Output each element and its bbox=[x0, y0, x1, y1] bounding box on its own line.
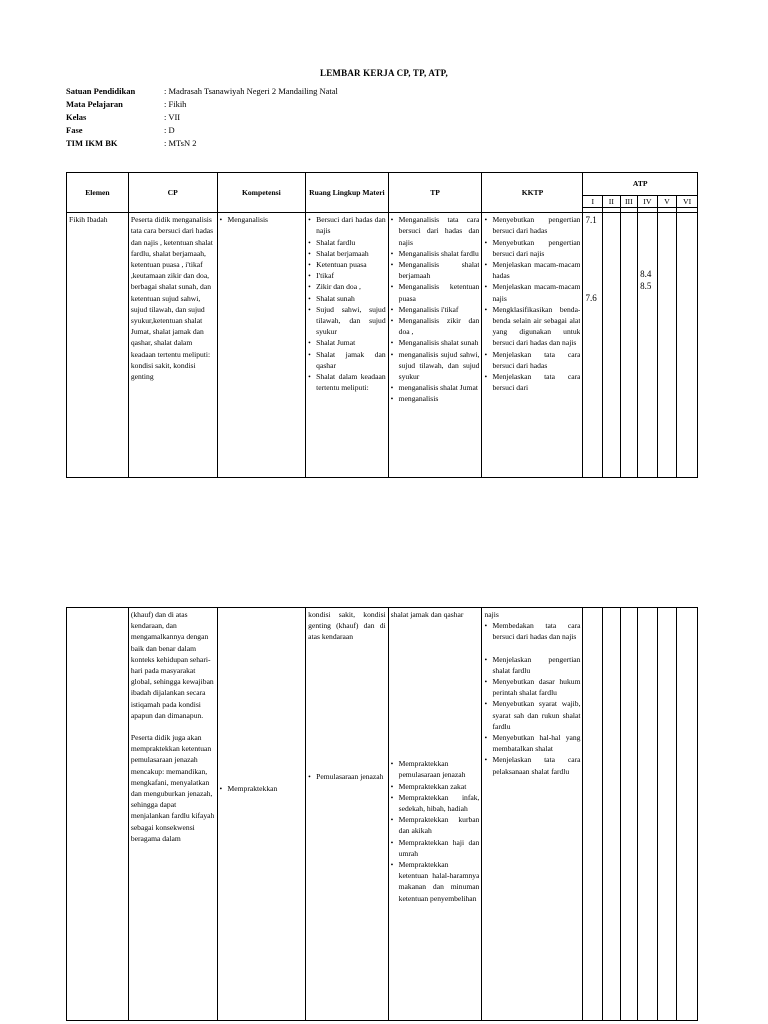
cell-cp bbox=[128, 608, 217, 1021]
list-item: • Menjelaskan tata cara bersuci dari bbox=[484, 371, 580, 393]
header-atp-iv: IV bbox=[638, 196, 658, 208]
info-value: : MTsN 2 bbox=[164, 138, 197, 148]
kktp-continued: najis bbox=[484, 610, 499, 619]
list-item: • Mengklasifikasikan benda-benda selain air sebagai alat yang digunakan untuk bersuci dari hadas dan najis bbox=[484, 304, 580, 349]
cell-kktp bbox=[482, 608, 583, 1021]
cell-tp bbox=[388, 213, 482, 478]
info-value: : Fikih bbox=[164, 99, 187, 109]
kompetensi-list bbox=[220, 214, 304, 225]
header-atp-iii: III bbox=[620, 196, 638, 208]
cell-cp bbox=[128, 213, 217, 478]
cell-atp-vi bbox=[677, 608, 698, 1021]
header-kompetensi: Kompetensi bbox=[217, 173, 306, 213]
cp-text-continued: (khauf) dan di atas kendaraan, dan mengamalkannya dengan baik dan benar dalam konteks kehidupan sehari-hari pada masyarakat global, sehingga kewajiban ibadah dijalankan secara istiqamah pada kondisi apapun dan dimanapun. bbox=[130, 610, 214, 720]
header-elemen: Elemen bbox=[67, 173, 129, 213]
list-item: • Menganalisis ketentuan puasa bbox=[391, 281, 480, 303]
list-item: • Shalat jamak dan qashar bbox=[308, 349, 385, 371]
info-row-tim bbox=[66, 138, 666, 151]
header-kktp: KKTP bbox=[482, 173, 583, 213]
list-item: • Mempraktekkan ketentuan halal-haramnya makanan dan minuman ketentuan penyembelihan bbox=[391, 859, 480, 904]
info-label: Fase bbox=[66, 125, 83, 135]
list-item: • Menyebutkan syarat wajib, syarat sah dan rukun shalat fardlu bbox=[484, 698, 580, 732]
cell-atp-vi bbox=[677, 213, 698, 478]
list-item: • Menjelaskan tata cara bersuci dari hadas bbox=[484, 349, 580, 371]
list-item: • Menyebutkan pengertian bersuci dari najis bbox=[484, 237, 580, 259]
elemen-text: Fikih Ibadah bbox=[69, 215, 108, 225]
cell-atp-iv bbox=[638, 213, 658, 478]
lembar-kerja-table-page2 bbox=[66, 607, 698, 1021]
tp-list bbox=[391, 214, 480, 404]
list-item: • Membedakan tata cara bersuci dari hadas dan najis bbox=[484, 620, 580, 642]
info-label: Kelas bbox=[66, 112, 87, 122]
list-item: • Menjelaskan tata cara pelaksanaan shalat fardlu bbox=[484, 754, 580, 776]
list-item: • Mempraktekkan bbox=[220, 783, 304, 794]
list-item: • I'tikaf bbox=[308, 270, 385, 281]
header-tp: TP bbox=[388, 173, 482, 213]
atp-code: 7.6 bbox=[585, 293, 597, 304]
atp-code: 8.4 bbox=[640, 269, 652, 280]
list-item: • Mempraktekkan pemulasaraan jenazah bbox=[391, 758, 480, 780]
header-atp-v: V bbox=[657, 196, 677, 208]
list-item: • Mempraktekkan haji dan umrah bbox=[391, 837, 480, 859]
list-item: • Menyebutkan pengertian bersuci dari hadas bbox=[484, 214, 580, 236]
list-item: • Bersuci dari hadas dan najis bbox=[308, 214, 385, 236]
list-item: • menganalisis sujud sahwi, sujud tilawah, dan sujud syukur bbox=[391, 349, 480, 383]
info-label: Mata Pelajaran bbox=[66, 99, 123, 109]
info-label: Satuan Pendidikan bbox=[66, 86, 136, 96]
kktp-list-shalat bbox=[484, 654, 580, 777]
cell-atp-i bbox=[583, 608, 603, 1021]
list-item: • Menyebutkan hal-hal yang membatalkan shalat bbox=[484, 732, 580, 754]
list-item: • menganalisis bbox=[391, 393, 480, 404]
header-atp-vi: VI bbox=[677, 196, 698, 208]
cell-tp bbox=[388, 608, 482, 1021]
kompetensi-list bbox=[220, 783, 304, 794]
list-item: • Menganalisis shalat fardlu bbox=[391, 248, 480, 259]
list-item: • Pemulasaraan jenazah bbox=[308, 771, 385, 782]
cp-text-praktek: Peserta didik juga akan mempraktekkan ketentuan pemulasaraan jenazah mencakup: memandikan, mengkafani, menyalatkan dan menguburkan jenazah, sehingga dapat menjalankan fardlu kifayah sebagai konsekwensi beragama dalam bbox=[130, 733, 215, 843]
ruang-lingkup-list bbox=[308, 214, 385, 393]
list-item: • Menyebutkan dasar hukum perintah shalat fardlu bbox=[484, 676, 580, 698]
list-item: • Mempraktekkan zakat bbox=[391, 781, 480, 792]
list-item: • Menganalisis shalat sunah bbox=[391, 337, 480, 348]
info-row-satuan bbox=[66, 86, 666, 99]
list-item: • Menganalisis zikir dan doa , bbox=[391, 315, 480, 337]
cell-ruang-lingkup bbox=[306, 608, 388, 1021]
list-item: • menganalisis shalat Jumat bbox=[391, 382, 480, 393]
list-item: • Shalat sunah bbox=[308, 293, 385, 304]
list-item: • Zikir dan doa , bbox=[308, 281, 385, 292]
list-item: • Menjelaskan macam-macam hadas bbox=[484, 259, 580, 281]
list-item: • Menganalisis bbox=[220, 214, 304, 225]
cell-atp-iii bbox=[620, 608, 638, 1021]
cell-atp-iv bbox=[638, 608, 658, 1021]
lembar-kerja-table-page1 bbox=[66, 172, 698, 478]
cell-elemen bbox=[67, 213, 129, 478]
ruang-lingkup-list bbox=[308, 771, 385, 782]
atp-code: 8.5 bbox=[640, 281, 652, 292]
list-item: • Ketentuan puasa bbox=[308, 259, 385, 270]
tp-continued: shalat jamak dan qashar bbox=[390, 610, 464, 619]
info-value: : Madrasah Tsanawiyah Negeri 2 Mandailing Natal bbox=[164, 86, 338, 96]
cell-ruang-lingkup bbox=[306, 213, 388, 478]
header-ruang-lingkup: Ruang Lingkup Materi bbox=[306, 173, 388, 213]
cell-elemen bbox=[67, 608, 129, 1021]
info-value: : VII bbox=[164, 112, 181, 122]
cell-kktp bbox=[482, 213, 583, 478]
info-label: TIM IKM BK bbox=[66, 138, 118, 148]
list-item: • Menganalisis tata cara bersuci dari hadas dan najis bbox=[391, 214, 480, 248]
list-item: • Menjelaskan pengertian shalat fardlu bbox=[484, 654, 580, 676]
kktp-list bbox=[484, 620, 580, 642]
info-row-mapel bbox=[66, 99, 666, 112]
info-value: : D bbox=[164, 125, 175, 135]
atp-code: 7.1 bbox=[585, 215, 597, 226]
header-cp: CP bbox=[128, 173, 217, 213]
list-item: • Shalat Jumat bbox=[308, 337, 385, 348]
list-item: • Shalat fardlu bbox=[308, 237, 385, 248]
info-row-fase bbox=[66, 125, 666, 138]
cell-atp-i bbox=[583, 213, 603, 478]
list-item: • Shalat dalam keadaan tertentu meliputi: bbox=[308, 371, 385, 393]
cell-atp-v bbox=[657, 213, 677, 478]
kktp-list bbox=[484, 214, 580, 393]
ruang-lingkup-continued: kondisi sakit, kondisi genting (khauf) dan di atas kendaraan bbox=[308, 610, 386, 642]
list-item: • Mempraktekkan kurban dan akikah bbox=[391, 814, 480, 836]
cell-atp-v bbox=[657, 608, 677, 1021]
cell-atp-ii bbox=[603, 608, 621, 1021]
cell-kompetensi bbox=[217, 213, 306, 478]
info-row-kelas bbox=[66, 112, 666, 125]
list-item: • Menganalisis i'tikaf bbox=[391, 304, 480, 315]
cell-kompetensi bbox=[217, 608, 306, 1021]
cell-atp-iii bbox=[620, 213, 638, 478]
list-item: • Shalat berjamaah bbox=[308, 248, 385, 259]
header-atp: ATP bbox=[583, 173, 698, 196]
cell-atp-ii bbox=[603, 213, 621, 478]
page-title: LEMBAR KERJA CP, TP, ATP, bbox=[320, 68, 448, 78]
list-item: • Menjelaskan macam-macam najis bbox=[484, 281, 580, 303]
header-atp-ii: II bbox=[603, 196, 621, 208]
list-item: • Menganalisis shalat berjamaah bbox=[391, 259, 480, 281]
list-item: • Mempraktekkan infak, sedekah, hibah, hadiah bbox=[391, 792, 480, 814]
list-item: • Sujud sahwi, sujud tilawah, dan sujud syukur bbox=[308, 304, 385, 338]
cp-text: Peserta didik menganalisis tata cara bersuci dari hadas dan najis , ketentuan shalat fardlu, shalat berjamaah, ketentuan puasa , i'tikaf ,keutamaan zikir dan doa, berbagai shalat sunah, dan ketentuan sujud sahwi, sujud tilawah, dan sujud syukur,ketentuan shalat Jumat, shalat jamak dan qashar, shalat dalam keadaan tertentu meliputi: kondisi sakit, kondisi genting bbox=[130, 215, 214, 382]
tp-list bbox=[391, 758, 480, 904]
header-atp-i: I bbox=[583, 196, 603, 208]
